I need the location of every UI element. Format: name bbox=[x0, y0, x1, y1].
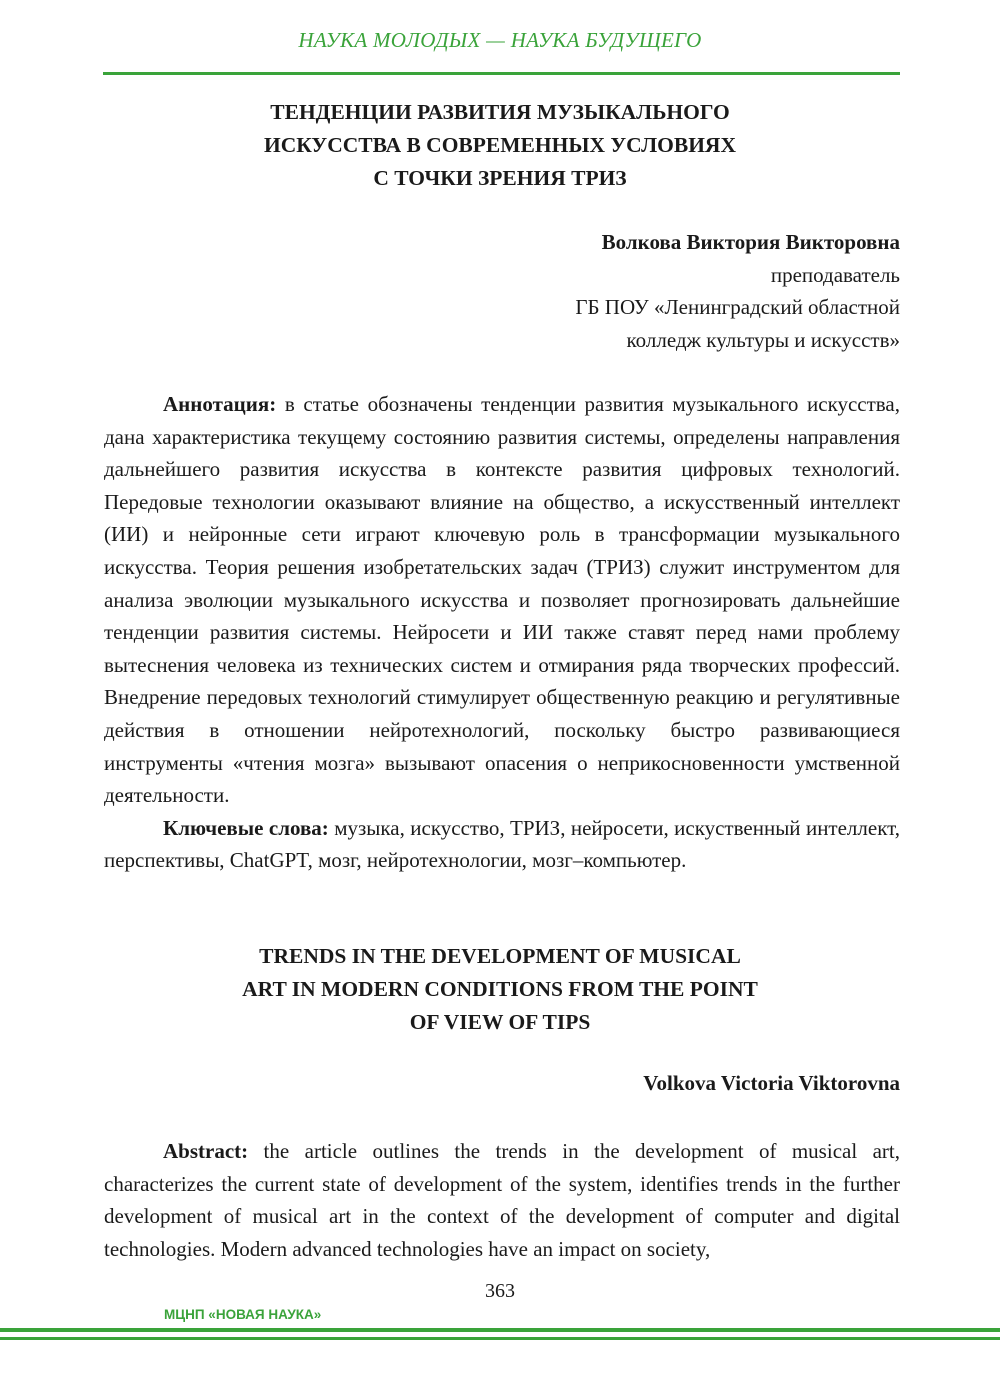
keywords-label: Ключевые слова: bbox=[163, 815, 329, 840]
title-ru-line: ТЕНДЕНЦИИ РАЗВИТИЯ МУЗЫКАЛЬНОГО bbox=[270, 100, 730, 124]
abstract-section bbox=[104, 1135, 900, 1265]
footer-divider-bottom bbox=[0, 1337, 1000, 1340]
title-en-line: ART IN MODERN CONDITIONS FROM THE POINT bbox=[242, 977, 758, 1001]
annotation-section bbox=[104, 388, 900, 877]
author-block-ru bbox=[575, 226, 900, 356]
abstract-paragraph bbox=[104, 1135, 900, 1265]
page-number: 363 bbox=[485, 1280, 515, 1302]
publisher-label: МЦНП «НОВАЯ НАУКА» bbox=[164, 1307, 322, 1322]
journal-header-title: НАУКА МОЛОДЫХ — НАУКА БУДУЩЕГО bbox=[298, 28, 702, 52]
author-name-en: Volkova Victoria Viktorovna bbox=[643, 1071, 900, 1095]
article-title-ru bbox=[0, 96, 1000, 195]
title-en-line: OF VIEW OF TIPS bbox=[409, 1010, 591, 1034]
author-position: преподаватель bbox=[770, 262, 900, 287]
footer-divider-top bbox=[0, 1328, 1000, 1332]
author-name-ru: Волкова Виктория Викторовна bbox=[601, 230, 900, 254]
article-title-en bbox=[0, 940, 1000, 1039]
abstract-text: the article outlines the trends in the development of musical art, characterizes the current state of development of the system, identifies trends in the further development of musical art in the context of the development of computer and digital technologies. Modern advanced technologies have an impact on society, bbox=[104, 1139, 900, 1261]
annotation-paragraph bbox=[104, 388, 900, 812]
header-divider bbox=[103, 72, 900, 75]
abstract-label: Abstract: bbox=[163, 1139, 249, 1163]
title-en-line: TRENDS IN THE DEVELOPMENT OF MUSICAL bbox=[259, 944, 741, 968]
annotation-label: Аннотация: bbox=[163, 392, 277, 416]
author-affiliation-line: ГБ ПОУ «Ленинградский областной bbox=[575, 295, 900, 319]
author-affiliation-line: колледж культуры и искусств» bbox=[626, 327, 900, 352]
annotation-text: в статье обозначены тенденции развития музыкального искусства, дана характеристика текущему состоянию развития системы, определены направления дальнейшего развития искусства в контексте развития цифровых технологий. Передовые технологии оказывают влияние на общество, а искусственный интеллект (ИИ) и нейронные сети играют ключевую роль в трансформации музыкального искусства. Теория решения изобретательских задач (ТРИЗ) служит инструментом для анализа эволюции музыкального искусства и позволяет прогнозировать дальнейшие тенденции развития системы. Нейросети и ИИ также ставят перед нами проблему вытеснения человека из технических систем и отмирания ряда творческих профессий. Внедрение передовых технологий стимулирует общественную реакцию и регулятивные действия в отношении нейротехнологий, поскольку быстро развивающиеся инструменты «чтения мозга» вызывают опасения о неприкосновенности умственной деятельности. bbox=[104, 392, 900, 808]
title-ru-line: ИСКУССТВА В СОВРЕМЕННЫХ УСЛОВИЯХ bbox=[264, 133, 736, 157]
keywords-text: музыка, искусство, ТРИЗ, нейросети, искуственный интеллект, перспективы, ChatGPT, мозг, нейротехнологии, мозг–компьютер. bbox=[104, 815, 900, 873]
keywords-paragraph bbox=[104, 812, 900, 877]
title-ru-line: С ТОЧКИ ЗРЕНИЯ ТРИЗ bbox=[373, 166, 627, 190]
